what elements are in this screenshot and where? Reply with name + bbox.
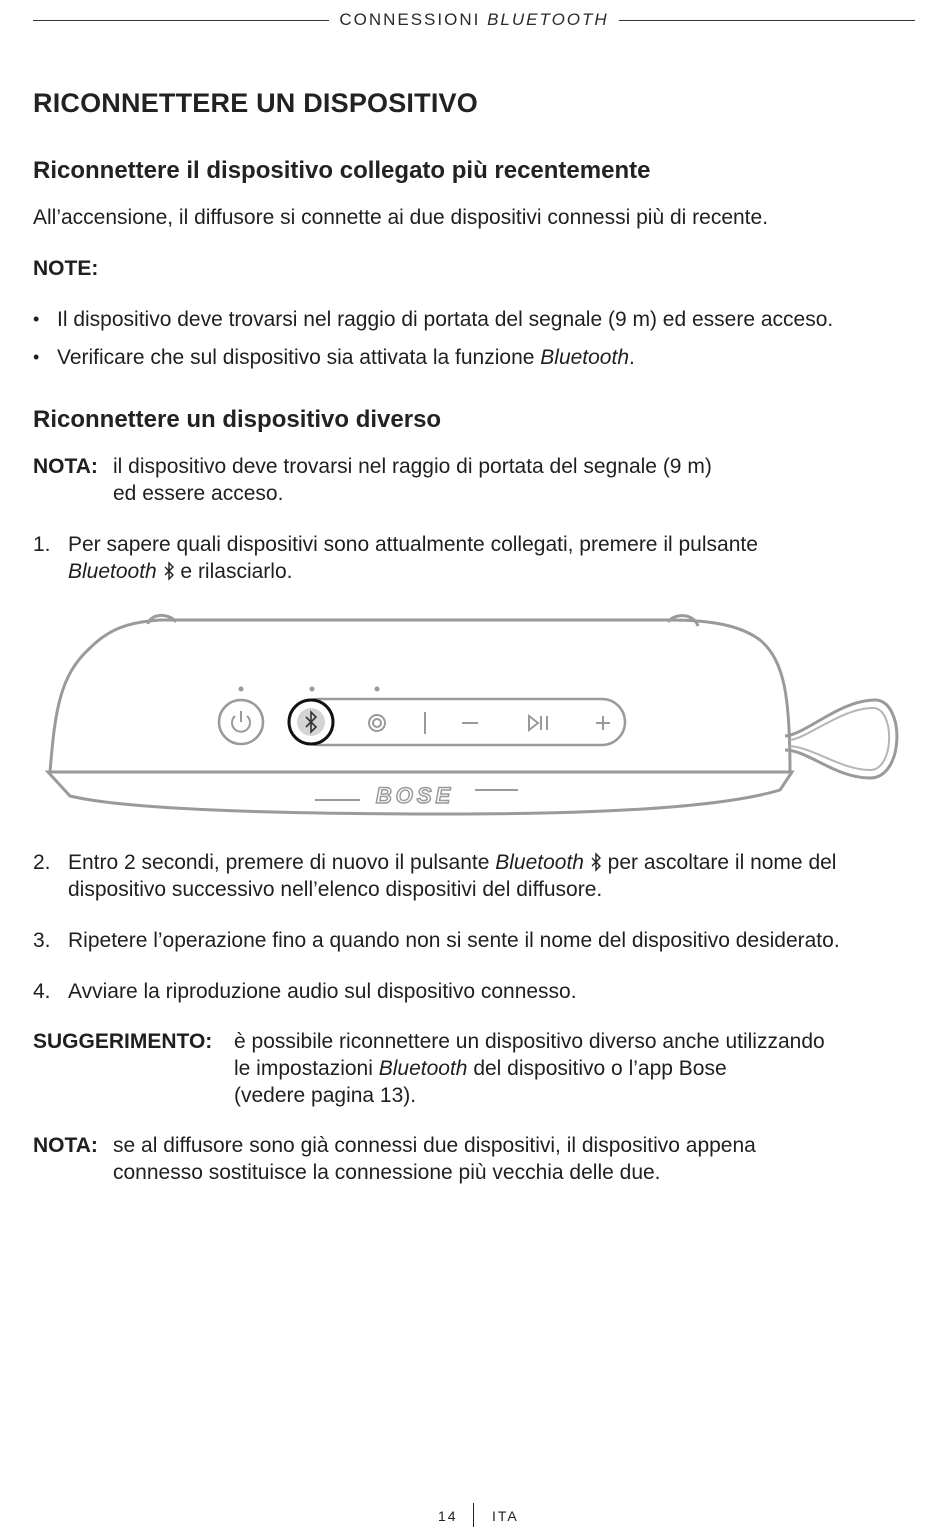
footer-separator [473,1503,474,1527]
tip-label: SUGGERIMENTO: [33,1030,213,1053]
bullet-dot: • [33,347,40,367]
bullet-text-italic: Bluetooth [540,346,630,369]
svg-text:BOSE: BOSE [375,783,455,808]
note-body [113,1132,756,1186]
bluetooth-icon [163,561,175,581]
action-icon [369,715,385,731]
tip-text: le impostazioni [234,1057,379,1080]
led-indicators [239,687,380,692]
section1-heading: Riconnettere il dispositivo collegato più recentemente [33,157,651,184]
bullet-dot: • [33,309,40,329]
step-line: Per sapere quali dispositivi sono attualmente collegati, premere il pulsante [68,533,758,556]
header-rule-right [619,20,915,21]
tip-body [234,1028,825,1109]
step-text-end: per ascoltare il nome del [601,851,837,874]
volume-up-icon [596,716,610,730]
bose-logo [315,783,518,808]
step-line: Ripetere l’operazione fino a quando non si sente il nome del dispositivo desiderato. [68,929,840,952]
step-body [68,531,758,585]
header-title [329,10,618,30]
power-icon [219,700,263,744]
bullet-text-end: . [629,346,635,369]
note-line: se al diffusore sono già connessi due dispositivi, il dispositivo appena [113,1134,756,1157]
button-bar [295,699,625,745]
tip-line: è possibile riconnettere un dispositivo diverso anche utilizzando [234,1030,825,1053]
tip-line: (vedere pagina 13). [234,1084,417,1107]
bullet-text: Il dispositivo deve trovarsi nel raggio di portata del segnale (9 m) ed essere acceso. [57,308,834,331]
speaker-illustration [30,600,920,830]
header-rule-left [33,20,329,21]
note-body [113,453,712,507]
tip-line [234,1055,825,1082]
step-line: Avviare la riproduzione audio sul dispositivo connesso. [68,980,577,1003]
step-text-italic: Bluetooth [68,560,157,583]
bullet-text [57,344,635,371]
step-body [68,849,836,903]
note-line: connesso sostituisce la connessione più vecchia delle due. [113,1161,661,1184]
step-number: 1. [33,533,51,556]
step-line [68,558,758,585]
page-title: RICONNETTERE UN DISPOSITIVO [33,88,478,118]
note-line: il dispositivo deve trovarsi nel raggio di portata del segnale (9 m) [113,455,712,478]
note-label: NOTA: [33,1134,98,1157]
note-label: NOTA: [33,455,98,478]
section1-paragraph: All’accensione, il diffusore si connette ai due dispositivi connessi più di recente. [33,206,769,229]
notes-label: NOTE: [33,257,99,280]
step-body [68,927,840,954]
bluetooth-icon [289,700,333,744]
header-text-italic: BLUETOOTH [487,10,609,29]
step-number: 2. [33,851,51,874]
language-code: ITA [492,1508,519,1524]
step-line [68,849,836,876]
step-number: 3. [33,929,51,952]
step-number: 4. [33,980,51,1003]
bullet-text-part: Verificare che sul dispositivo sia attivata la funzione [57,346,541,369]
section-header [33,8,915,32]
step-text-end: e rilasciarlo. [174,560,293,583]
tip-text-italic: Bluetooth [378,1057,468,1080]
play-pause-icon [529,716,547,730]
note-line: ed essere acceso. [113,482,284,505]
bluetooth-icon [590,852,602,872]
section2-heading: Riconnettere un dispositivo diverso [33,406,442,433]
step-text: Entro 2 secondi, premere di nuovo il pulsante [68,851,496,874]
step-line: dispositivo successivo nell’elenco dispositivi del diffusore. [68,878,603,901]
page-number: 14 [438,1508,458,1524]
step-text-italic: Bluetooth [495,851,584,874]
tip-text-end: del dispositivo o l’app Bose [467,1057,727,1080]
carry-loop [785,700,897,778]
step-body [68,978,577,1005]
page-footer [0,1503,950,1527]
header-text: CONNESSIONI [339,10,481,29]
